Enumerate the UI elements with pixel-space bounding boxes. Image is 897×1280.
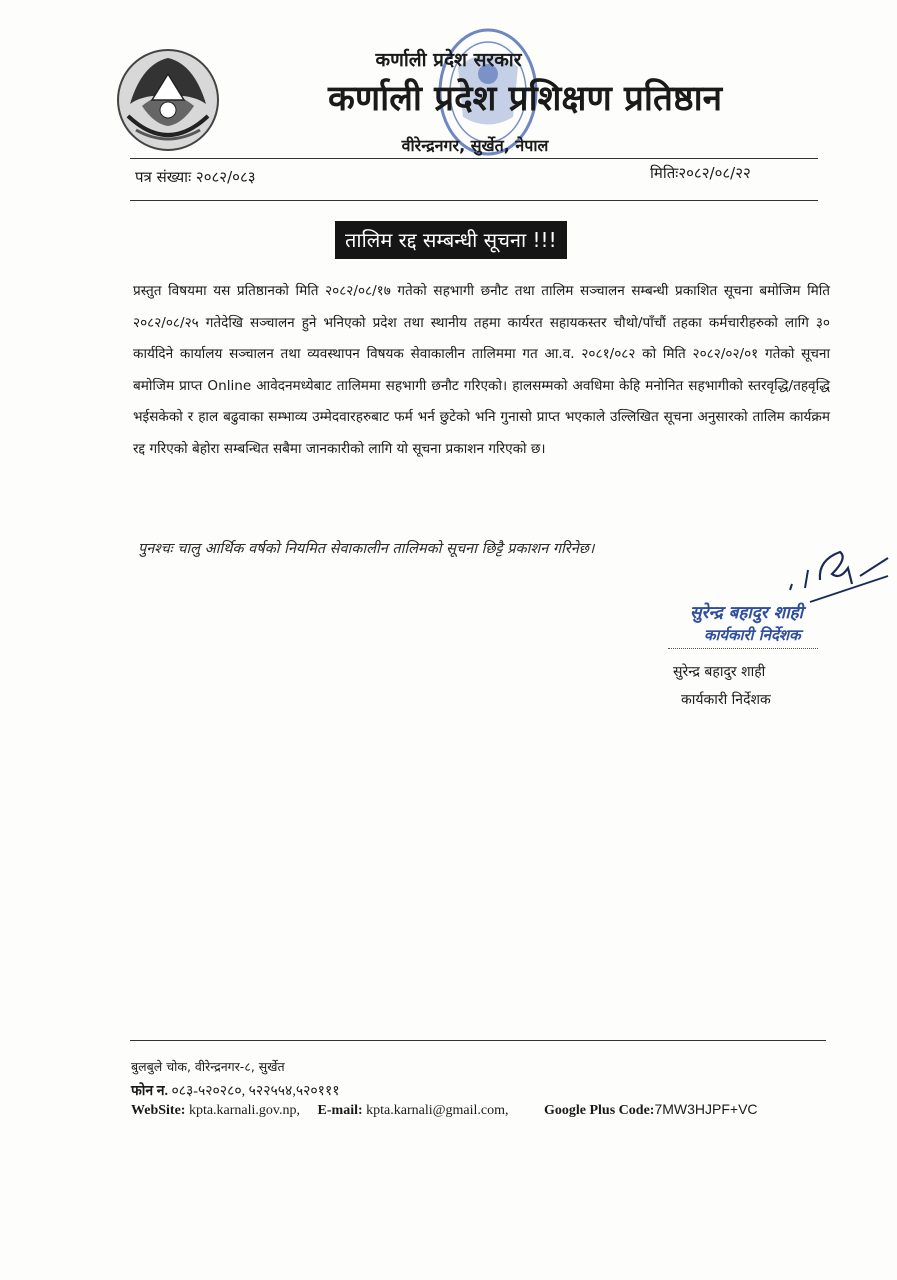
footer-divider	[130, 1040, 826, 1041]
footer-phone	[131, 1081, 340, 1100]
website-link[interactable]: kpta.karnali.gov.np,	[188, 1103, 301, 1118]
letter-date	[650, 163, 751, 183]
footer-contacts	[131, 1101, 758, 1119]
footer-address: बुलबुले चोक, वीरेन्द्रनगर-८, सुर्खेत	[131, 1059, 285, 1074]
date-value: २०८२/०८/२२	[678, 164, 751, 182]
phone-label: फोन न.	[131, 1084, 168, 1099]
postscript: पुनश्चः चालु आर्थिक वर्षको नियमित सेवाकालीन तालिमको सूचना छिट्टै प्रकाशन गरिनेछ।	[138, 541, 595, 557]
signature-line	[668, 648, 818, 649]
government-name: कर्णाली प्रदेश सरकार	[375, 49, 522, 71]
institution-address: वीरेन्द्रनगर, सुर्खेत, नेपाल	[401, 136, 549, 155]
signer-name: सुरेन्द्र बहादुर शाही	[673, 664, 766, 680]
notice-body: प्रस्तुत विषयमा यस प्रतिष्ठानको मिति २०८२/०८/१७ गतेको सहभागी छनौट तथा तालिम सञ्चालन सम्बन्धी प्रकाशित सूचना बमोजिम मिति २०८२/०८/२५ गतेदेखि सञ्चालन हुने भनिएको प्रदेश तथा स्थानीय तहमा कार्यरत सहायकस्तर चौथो/पाँचौं तहका कर्मचारीहरुको लागि ३० कार्यदिने कार्यालय सञ्चालन तथा व्यवस्थापन विषयक सेवाकालीन तालिममा गत आ.व. २०८१/०८२ को मिति २०८२/०२/०१ गतेको सूचना बमोजिम प्राप्त Online आवेदनमध्येबाट तालिममा सहभागी छनौट गरिएको। हालसम्मको अवधिमा केहि मनोनित सहभागीको स्तरवृद्धि/तहवृद्धि भईसकेको र हाल बढुवाका सम्भाव्य उम्मेदवारहरुबाट फर्म भर्न छुटेको भनि गुनासो प्राप्त भएकाले उल्लिखित सूचना अनुसारको तालिम कार्यक्रम रद्द गरिएको बेहोरा सम्बन्धित सबैमा जानकारीको लागि यो सूचना प्रकाशन गरिएको छ।	[133, 283, 830, 457]
notice-title: तालिम रद्द सम्बन्धी सूचना !!!	[335, 221, 567, 259]
header-divider-top	[130, 158, 818, 159]
gplus-label: Google Plus Code:	[544, 1103, 655, 1118]
email-label: E-mail:	[317, 1103, 363, 1118]
signature-stamp-title: कार्यकारी निर्देशक	[704, 626, 801, 644]
institution-name: कर्णाली प्रदेश प्रशिक्षण प्रतिष्ठान	[327, 79, 723, 119]
signer-title: कार्यकारी निर्देशक	[681, 692, 771, 708]
reference-label: पत्र संख्याः	[135, 168, 192, 186]
phone-value: ०८३-५२०२८०, ५२२५५४,५२०१११	[171, 1084, 340, 1099]
gplus-code: 7MW3HJPF+VC	[654, 1101, 758, 1117]
reference-number	[135, 167, 256, 187]
email-link[interactable]: kpta.karnali@gmail.com,	[366, 1103, 509, 1118]
date-label: मितिः	[650, 164, 679, 182]
reference-value: २०८२/०८३	[195, 168, 256, 186]
website-label: WebSite:	[131, 1103, 186, 1118]
signature-stamp-name: सुरेन्द्र बहादुर शाही	[690, 603, 804, 623]
header-divider-bottom	[130, 200, 818, 201]
